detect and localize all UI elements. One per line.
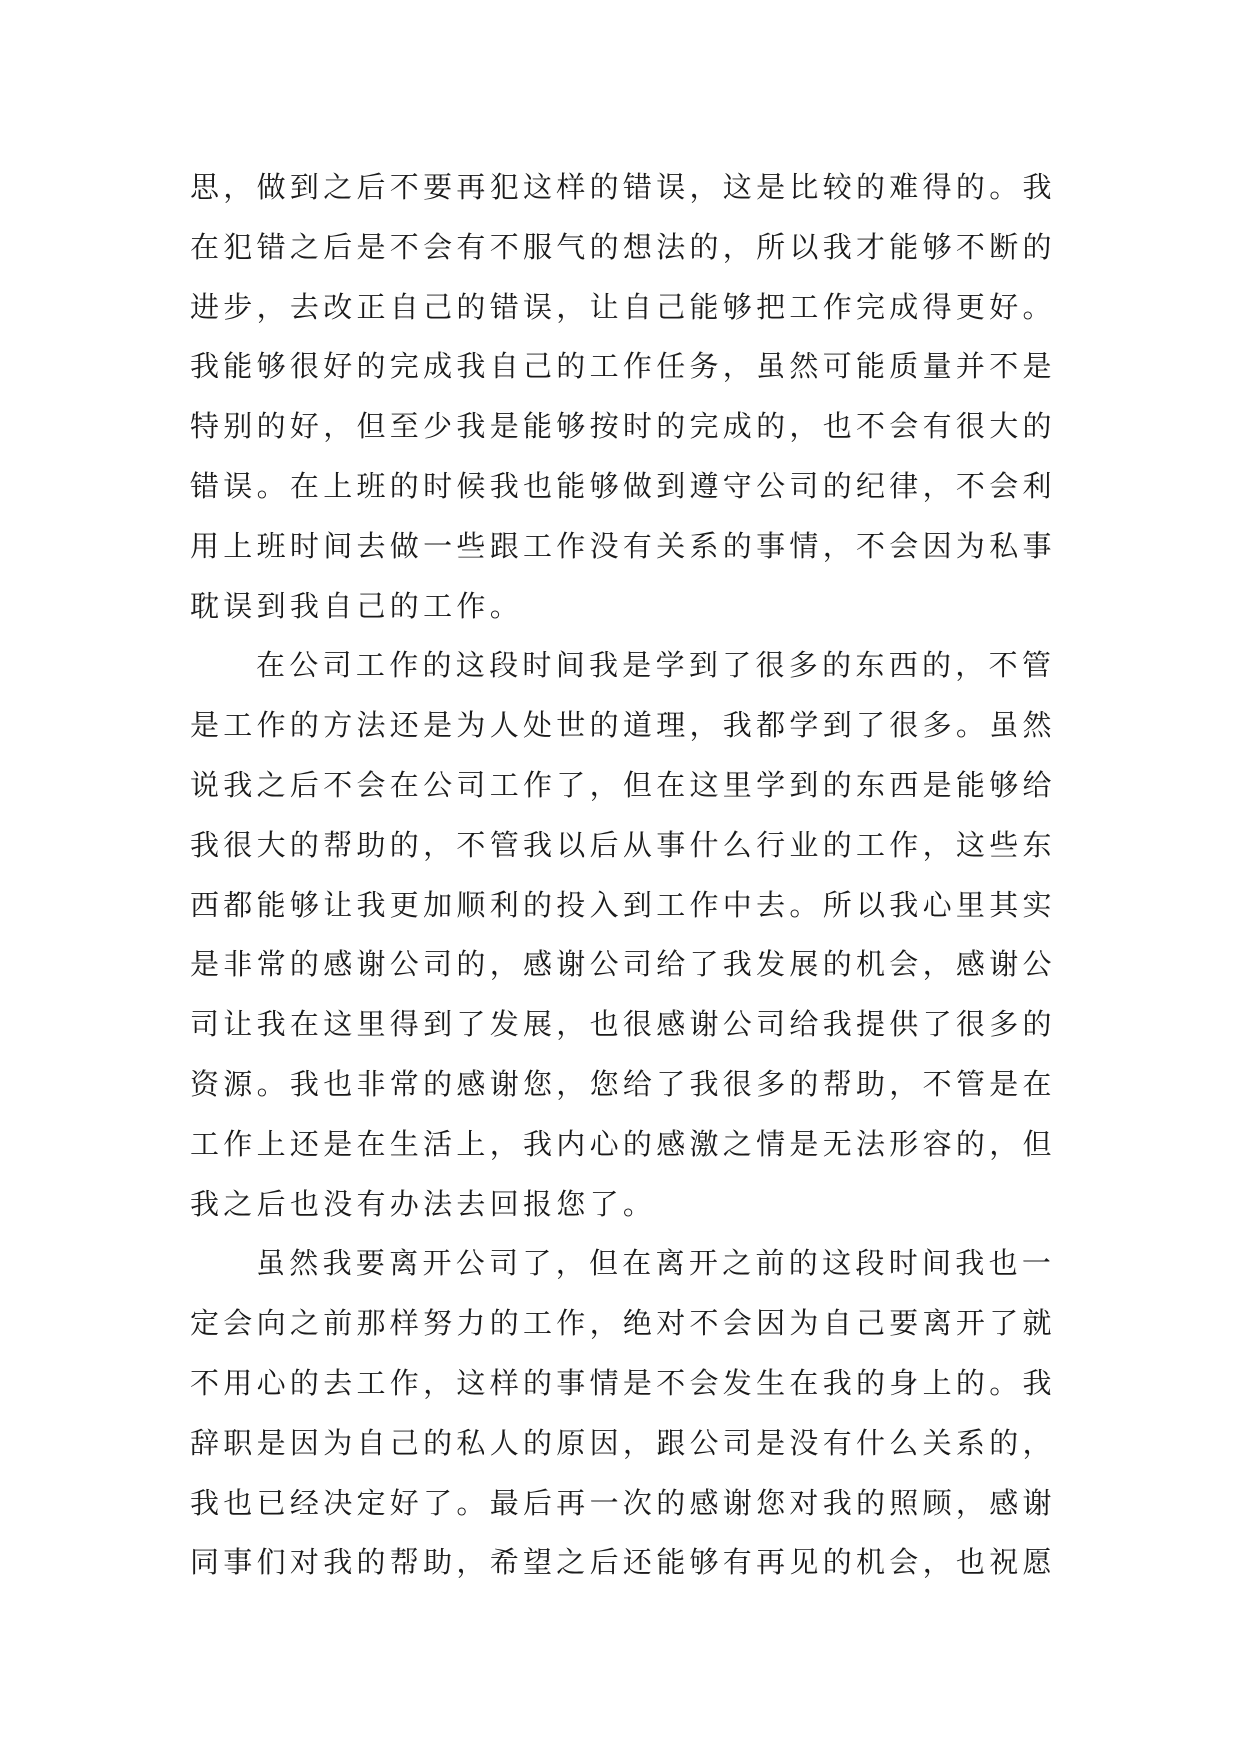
paragraph-start-line: 在公司工作的这段时间我是学到了很多的东西的，不管 [256,648,1056,683]
text-line: 辞职是因为自己的私人的原因，跟公司是没有什么关系的， [190,1425,1056,1460]
text-line: 我也已经决定好了。最后再一次的感谢您对我的照顾，感谢 [190,1485,1056,1520]
text-line: 我能够很好的完成我自己的工作任务，虽然可能质量并不是 [190,349,1056,384]
text-line: 我之后也没有办法去回报您了。 [190,1186,657,1221]
text-line: 耽误到我自己的工作。 [190,588,524,623]
text-line: 资源。我也非常的感谢您，您给了我很多的帮助，不管是在 [190,1066,1056,1101]
text-line: 是工作的方法还是为人处世的道理，我都学到了很多。虽然 [190,708,1056,743]
text-line: 是非常的感谢公司的，感谢公司给了我发展的机会，感谢公 [190,947,1056,982]
document-body [190,158,1060,1593]
text-line: 用上班时间去做一些跟工作没有关系的事情，不会因为私事 [190,528,1056,563]
text-line: 思，做到之后不要再犯这样的错误，这是比较的难得的。我 [190,170,1056,204]
text-line: 错误。在上班的时候我也能够做到遵守公司的纪律，不会利 [190,468,1056,503]
text-line: 在犯错之后是不会有不服气的想法的，所以我才能够不断的 [190,229,1056,264]
text-line: 说我之后不会在公司工作了，但在这里学到的东西是能够给 [190,767,1056,802]
text-line: 同事们对我的帮助，希望之后还能够有再见的机会，也祝愿 [190,1545,1056,1580]
text-line: 工作上还是在生活上，我内心的感激之情是无法形容的，但 [190,1126,1056,1161]
text-line: 定会向之前那样努力的工作，绝对不会因为自己要离开了就 [190,1306,1056,1341]
text-line: 我很大的帮助的，不管我以后从事什么行业的工作，这些东 [190,827,1056,862]
text-line: 不用心的去工作，这样的事情是不会发生在我的身上的。我 [190,1365,1056,1400]
paragraph-start-line: 虽然我要离开公司了，但在离开之前的这段时间我也一 [256,1246,1056,1281]
text-line: 西都能够让我更加顺利的投入到工作中去。所以我心里其实 [190,887,1056,922]
text-line: 进步，去改正自己的错误，让自己能够把工作完成得更好。 [190,289,1056,324]
text-line: 司让我在这里得到了发展，也很感谢公司给我提供了很多的 [190,1007,1056,1042]
text-line: 特别的好，但至少我是能够按时的完成的，也不会有很大的 [190,409,1056,444]
